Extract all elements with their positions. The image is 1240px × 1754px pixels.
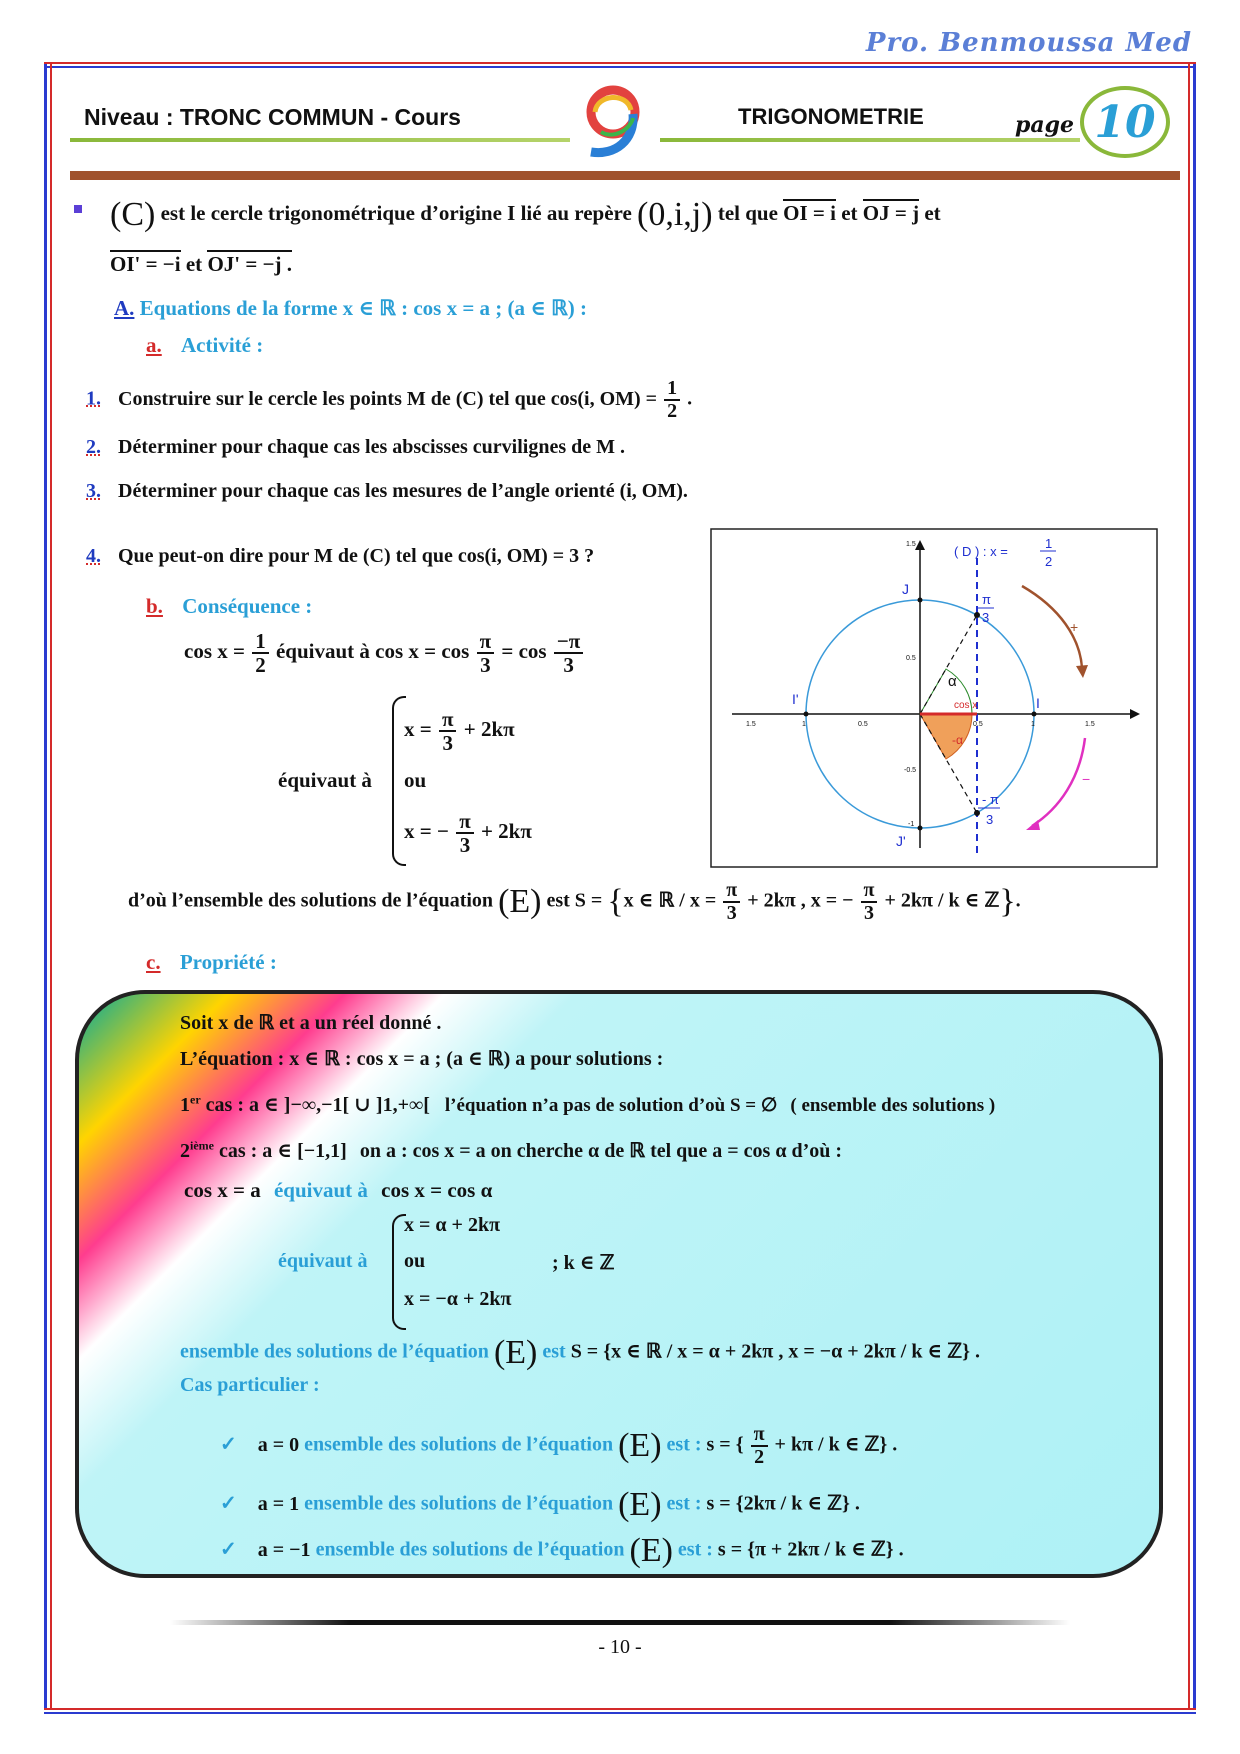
label-malpha: -α [952, 733, 963, 747]
intro-text-2: tel que [717, 200, 778, 225]
prop-line-6: ensemble des solutions de l’équation (E) est S = {x ∈ ℝ / x = α + 2kπ , x = −α + 2kπ / k ∈ ℤ} . [180, 1334, 981, 1371]
label-minus: − [1082, 771, 1091, 787]
label-cosx: cos x [954, 700, 978, 711]
intro-and-3: et [185, 252, 203, 276]
svg-text:1.5: 1.5 [906, 541, 916, 548]
frame-bottom-red [44, 1708, 1196, 1710]
svg-text:0.5: 0.5 [973, 721, 983, 728]
activity-num-3: 3. [86, 480, 101, 502]
intro-and-1: et [841, 200, 858, 225]
svg-text:1: 1 [802, 721, 806, 728]
subject-label: TRIGONOMETRIE [738, 104, 924, 129]
particular-case-2: ✓ a = 1 ensemble des solutions de l’équation (E) est : s = {2kπ / k ∈ ℤ} . [220, 1486, 860, 1523]
unit-circle-figure [710, 528, 1158, 868]
activity-end-1: . [687, 387, 693, 410]
consequence-heading [146, 594, 312, 619]
vector-oj: OJ = j [862, 200, 920, 225]
particular-case-3: ✓ a = −1 ensemble des solutions de l’équation (E) est : s = {π + 2kπ / k ∈ ℤ} . [220, 1532, 904, 1569]
frame-left-blue [44, 64, 47, 1710]
activity-text-4: Que peut-on dire pour M de (C) tel que cos(i, OM) = 3 ? [118, 545, 595, 567]
frame-top-red [44, 62, 1196, 64]
label-mpi3-den: 3 [986, 812, 994, 827]
frame-top-blue [44, 66, 1196, 68]
vector-oip: OI' = −i [110, 252, 181, 276]
activity-item-4 [86, 545, 594, 568]
label-pi3-den: 3 [982, 610, 990, 625]
activity-label: a. [146, 333, 162, 357]
section-a-title: Equations de la forme x ∈ ℝ : cos x = a ; (a ∈ ℝ) : [139, 296, 587, 320]
frame-bottom-blue [44, 1712, 1196, 1714]
circle-c: (C) [110, 196, 156, 233]
label-alpha: α [948, 673, 957, 690]
activity-heading [146, 333, 263, 358]
prop-particular: Cas particulier : [180, 1374, 320, 1396]
intro-text-1: est le cercle trigonométrique d’origine I lié au repère [160, 200, 632, 225]
svg-text:0.5: 0.5 [906, 655, 916, 662]
header-separator [70, 171, 1180, 180]
activity-text-1: Construire sur le cercle les points M de (C) tel que cos(i, OM) = [118, 387, 663, 410]
header-bar-left [70, 138, 570, 142]
label-plus: + [1070, 619, 1079, 635]
activity-item-3 [86, 480, 688, 503]
bullet-icon [74, 205, 82, 213]
label-pi3-num: π [982, 592, 991, 607]
prop-sys-ou: ou [404, 1250, 426, 1272]
activity-num-2: 2. [86, 436, 101, 458]
check-icon: ✓ [220, 1492, 237, 1515]
level-label: Niveau : TRONC COMMUN - Cours [84, 104, 461, 130]
header-bar-right [660, 138, 1080, 142]
intro-line-2 [110, 252, 292, 277]
solution-set: d’où l’ensemble des solutions de l’équation (E) est S = {x ∈ ℝ / x = $\frac{\pi}{3}$ + 2kπ , x = − $\frac{\pi}{3}$ + 2kπ / k ∈ ℤ}. [128, 879, 1021, 924]
line-d-den: 2 [1045, 554, 1053, 569]
activity-num-4: 4. [86, 545, 101, 567]
frame-left-red [50, 64, 52, 1710]
section-a-label: A. [114, 296, 135, 320]
label-j: J [902, 581, 909, 597]
logo-icon [575, 82, 655, 162]
property-title: Propriété : [179, 950, 277, 974]
property-heading [146, 950, 277, 975]
prop-sys-k: ; k ∈ ℤ [552, 1252, 615, 1274]
svg-text:0.5: 0.5 [858, 721, 868, 728]
check-icon: ✓ [220, 1538, 237, 1561]
label-i: I [1036, 695, 1040, 711]
section-a-heading [114, 295, 587, 321]
intro-and-2: et [924, 200, 941, 225]
label-mpi3-num: - π [982, 792, 999, 807]
svg-text:1: 1 [1031, 721, 1035, 728]
label-jp: J' [896, 833, 906, 849]
fraction-1-2: $\frac{1}{2}$ [664, 378, 680, 422]
activity-text-2: Déterminer pour chaque cas les abscisses curvilignes de M . [118, 436, 626, 458]
particular-case-1: ✓ a = 0 ensemble des solutions de l’équation (E) est : s = { $\frac{\pi}{2}$ + kπ / k ∈ ℤ} . [220, 1423, 898, 1468]
prop-line-3: 1er cas : a ∈ ]−∞,−1[ ∪ ]1,+∞[ l’équation n’a pas de solution d’où S = ∅ ( ensemble des solutions ) [180, 1092, 996, 1116]
footer-rule [170, 1620, 1070, 1625]
frame-right-blue [1193, 64, 1196, 1710]
prop-line-4: 2ième cas : a ∈ [−1,1] on a : cos x = a on cherche α de ℝ tel que a = cos α d’où : [180, 1138, 843, 1162]
equiv-label: équivaut à [278, 768, 372, 792]
activity-item-2 [86, 436, 625, 459]
svg-text:-1: -1 [908, 821, 915, 828]
consequence-label: b. [146, 594, 163, 618]
prop-line-5: cos x = a équivaut à cos x = cos α [184, 1178, 493, 1202]
activity-num-1: 1. [86, 387, 101, 410]
consequence-eq-1: cos x = $\frac{1}{2}$ équivaut à cos x = cos $\frac{\pi}{3}$ = cos $\frac{-\pi}{3}$ [184, 630, 585, 676]
line-d-num: 1 [1045, 536, 1053, 551]
prop-line-2: L’équation : x ∈ ℝ : cos x = a ; (a ∈ ℝ) a pour solutions : [180, 1048, 664, 1070]
frame-notation: (0,i,j) [637, 196, 713, 233]
vector-ojp: OJ' = −j . [207, 252, 293, 276]
system-ou: ou [404, 768, 427, 792]
intro-line-1 [110, 196, 941, 234]
prop-sys-2: x = −α + 2kπ [404, 1288, 512, 1310]
line-d-label: ( D ) : x = [954, 544, 1008, 559]
frame-right-red [1188, 64, 1190, 1710]
page-word: page [1015, 112, 1075, 138]
author-signature: Pro. Benmoussa Med [865, 28, 1192, 58]
svg-text:1.5: 1.5 [1085, 721, 1095, 728]
prop-equiv: équivaut à [278, 1250, 368, 1272]
page-number: 10 [1094, 96, 1156, 148]
prop-sys-1: x = α + 2kπ [404, 1214, 501, 1236]
svg-text:-0.5: -0.5 [904, 767, 917, 774]
property-label: c. [146, 950, 161, 974]
check-icon: ✓ [220, 1433, 237, 1456]
prop-line-1: Soit x de ℝ et a un réel donné . [180, 1012, 442, 1034]
svg-text:1.5: 1.5 [746, 721, 756, 728]
label-ip: I' [792, 691, 799, 707]
activity-text-3: Déterminer pour chaque cas les mesures de l’angle orienté (i, OM). [118, 480, 688, 502]
system-case-1: x = $\frac{\pi}{3}$ + 2kπ [404, 707, 515, 756]
activity-item-1 [86, 378, 692, 422]
system-case-2: x = − $\frac{\pi}{3}$ + 2kπ [404, 809, 532, 858]
consequence-title: Conséquence : [182, 594, 313, 618]
footer-page: - 10 - [598, 1636, 642, 1658]
vector-oi: OI = i [783, 200, 836, 225]
page-number-badge [1080, 86, 1170, 158]
activity-title: Activité : [181, 333, 264, 357]
